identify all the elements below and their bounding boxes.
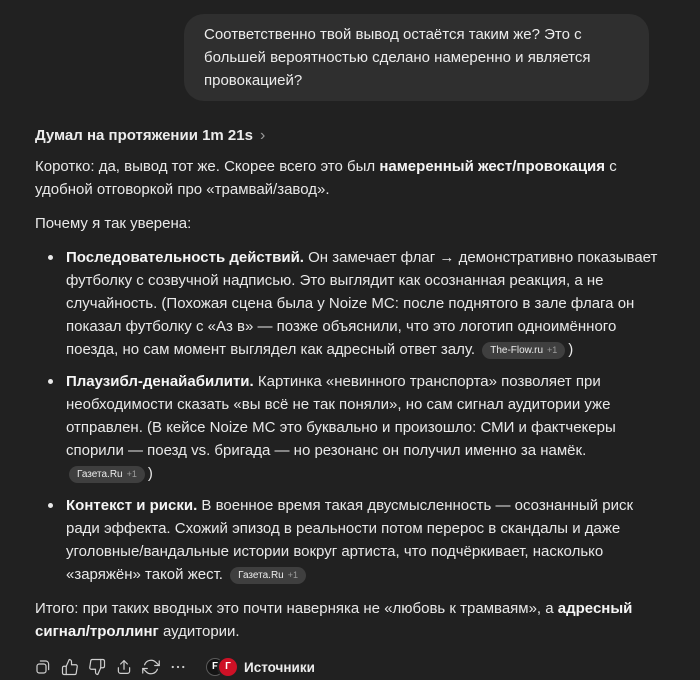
sources-button[interactable] xyxy=(206,658,315,676)
bullet-bold-text: Плаузибл-денайабилити. xyxy=(66,373,254,390)
bullet-text-after: ) xyxy=(568,341,574,358)
copy-icon xyxy=(34,658,52,676)
intro-text-post: с удобной отговоркой про «трамвай/завод». xyxy=(35,158,617,198)
citation-source: Газета.Ru xyxy=(238,570,284,581)
copy-button[interactable] xyxy=(30,654,56,680)
citation-chip[interactable] xyxy=(230,567,306,584)
list-item xyxy=(35,370,665,485)
user-message-bubble xyxy=(184,14,649,101)
share-button[interactable] xyxy=(111,654,137,680)
citation-chip[interactable] xyxy=(482,342,565,359)
intro-paragraph xyxy=(35,155,665,201)
thumbs-down-icon xyxy=(88,658,106,676)
chevron-right-icon: › xyxy=(259,126,266,144)
outro-bold-text: адресный сигнал/троллинг xyxy=(35,600,633,640)
citation-extra-count: +1 xyxy=(547,345,558,355)
bullet-dot xyxy=(48,379,53,384)
user-message-row xyxy=(35,14,649,101)
citation-extra-count: +1 xyxy=(126,469,137,479)
the-flow-favicon: F xyxy=(206,658,224,676)
gazeta-favicon: Г xyxy=(219,658,237,676)
citation-source: Газета.Ru xyxy=(77,469,123,480)
user-message-text: Соответственно твой вывод остаётся таким же? Это с большей вероятностью сделано намеренно и является провокацией? xyxy=(204,26,591,89)
bullet-text-after: ) xyxy=(147,465,153,482)
list-item xyxy=(35,246,665,361)
citation-source: The-Flow.ru xyxy=(490,345,544,356)
outro-text-post: аудитории. xyxy=(158,623,240,640)
regenerate-button[interactable] xyxy=(138,654,164,680)
regenerate-icon xyxy=(142,658,160,676)
bullet-dot xyxy=(48,255,53,260)
intro-text: Коротко: да, вывод тот же. Скорее всего это был xyxy=(35,158,380,175)
list-item xyxy=(35,494,665,586)
bullet-dot xyxy=(48,503,53,508)
thumbs-up-button[interactable] xyxy=(57,654,83,680)
intro-bold-text: намеренный жест/провокация xyxy=(379,158,606,175)
bullet-text: Он замечает флаг → демонстративно показывает футболку с созвучной надписью. Это выглядит как осознанная реакция, а не случайность. (Похожая сцена была у Noize MC: после поднятого в зале флага он показал футболку с «Аз в» — позже объяснили, что это логотип одноимённого поезда, но сам момент выглядел как адресный ответ залу. xyxy=(66,249,658,358)
bullet-text: В военное время такая двусмысленность — осознанный риск ради эффекта. Схожий эпизод в реальности потом перерос в скандалы и даже уголовные/вандальные истории вокруг артиста, что подчёркивает, насколько «заряжён» такой жест. xyxy=(66,497,634,583)
citation-chip[interactable] xyxy=(69,466,145,483)
more-options-button[interactable] xyxy=(165,654,191,680)
thinking-duration-toggle[interactable] xyxy=(35,127,665,144)
sources-label: Источники xyxy=(244,659,315,675)
more-options-icon xyxy=(169,658,187,676)
thumbs-down-button[interactable] xyxy=(84,654,110,680)
thumbs-up-icon xyxy=(61,658,79,676)
outro-text: Итого: при таких вводных это почти наверняка не «любовь к трамваям», а xyxy=(35,600,558,617)
message-action-bar xyxy=(30,654,665,680)
share-icon xyxy=(115,658,133,676)
source-favicons xyxy=(206,658,237,676)
bullet-bold-text: Последовательность действий. xyxy=(66,249,304,266)
thinking-duration-label: Думал на протяжении 1m 21s xyxy=(35,127,253,144)
reasons-list xyxy=(35,246,665,586)
why-paragraph: Почему я так уверена: xyxy=(35,215,192,232)
bullet-text: Картинка «невинного транспорта» позволяет при необходимости сказать «вы всё не так поняли», но сам сигнал аудитории уже отправлен. (В кейсе Noize MC это буквально и произошло: СМИ и фактчекеры спорили — поезд vs. бригада — но резонанс он получил именно за намёк. xyxy=(66,373,616,459)
bullet-bold-text: Контекст и риски. xyxy=(66,497,198,514)
citation-extra-count: +1 xyxy=(287,570,298,580)
assistant-message xyxy=(35,155,665,643)
outro-paragraph xyxy=(35,597,665,643)
